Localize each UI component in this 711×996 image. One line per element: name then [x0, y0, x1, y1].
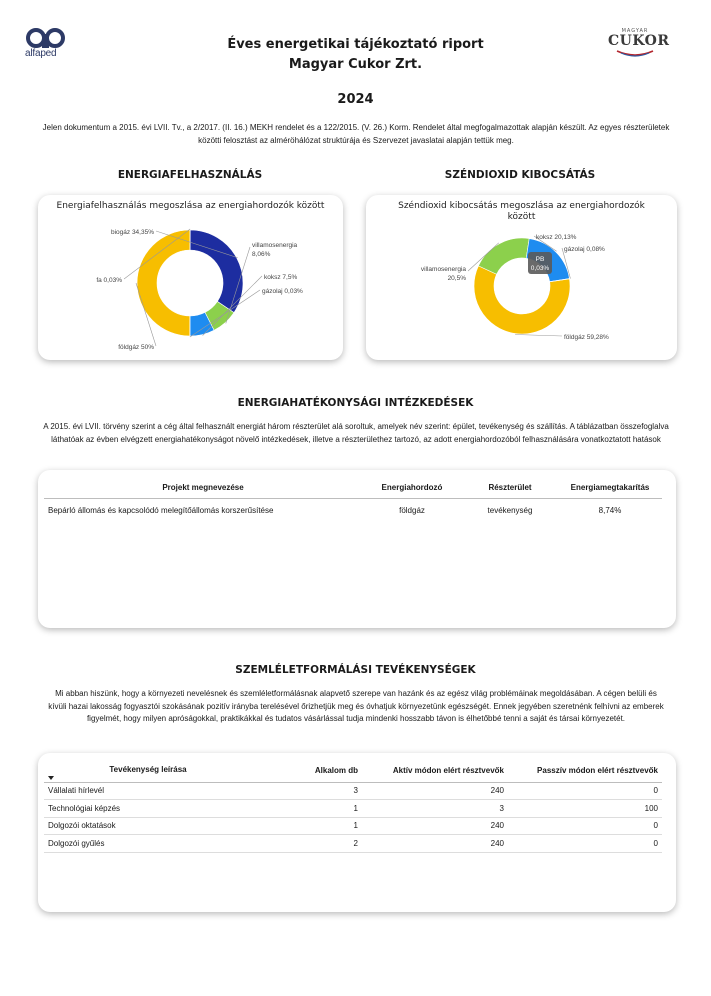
- awareness-table: [44, 760, 662, 853]
- efficiency-table-header: [44, 478, 662, 498]
- slice-label: villamosenergia: [420, 266, 466, 273]
- table-row: [44, 800, 662, 818]
- awareness-heading: SZEMLÉLETFORMÁLÁSI TEVÉKENYSÉGEK: [235, 664, 476, 676]
- slice-label: 8,06%: [252, 251, 271, 258]
- col-subarea[interactable]: Részterület: [462, 478, 558, 498]
- col-active-participants[interactable]: Aktív módon elért résztvevők: [362, 760, 508, 782]
- report-title: Éves energetikai tájékoztató riport: [227, 37, 484, 52]
- sort-down-icon[interactable]: [48, 776, 54, 780]
- pie-slice[interactable]: [137, 230, 190, 336]
- occasions-cell: 1: [272, 817, 362, 835]
- col-project[interactable]: Projekt megnevezése: [44, 478, 362, 498]
- co2-donut-chart: [366, 195, 677, 360]
- col-activity-label: Tevékenység leírása: [109, 764, 187, 774]
- table-row: [44, 817, 662, 835]
- slice-label: földgáz 59,28%: [564, 334, 609, 341]
- col-activity[interactable]: [44, 760, 272, 782]
- slice-label: koksz 20,13%: [536, 234, 577, 241]
- active-cell: 240: [362, 817, 508, 835]
- slice-label: 20,5%: [447, 275, 466, 282]
- logo-small-text: MAGYAR: [621, 28, 649, 34]
- energy-carrier-cell: földgáz: [399, 505, 425, 515]
- table-row: [44, 835, 662, 853]
- slice-label: fa 0,03%: [96, 277, 122, 284]
- energy-donut-chart: [38, 195, 343, 360]
- passive-cell: 0: [508, 782, 662, 800]
- slice-label: gázolaj 0,03%: [262, 288, 303, 295]
- project-name-cell: Bepárló állomás és kapcsolódó melegítőállomás korszerűsítése: [48, 505, 274, 515]
- chart-tooltip: [528, 252, 552, 274]
- col-savings[interactable]: Energiamegtakarítás: [558, 478, 662, 498]
- awareness-table-header: [44, 760, 662, 782]
- active-cell: 240: [362, 782, 508, 800]
- savings-cell: 8,74%: [598, 505, 622, 515]
- passive-cell: 0: [508, 835, 662, 853]
- active-cell: 240: [362, 835, 508, 853]
- report-year: 2024: [337, 92, 374, 107]
- energy-heading: ENERGIAFELHASZNÁLÁS: [117, 169, 263, 181]
- energy-chart-card: [38, 195, 343, 360]
- subarea-cell: tevékenység: [487, 505, 533, 515]
- intro-text: Jelen dokumentum a 2015. évi LVII. Tv., a 2/2017. (II. 16.) MEKH rendelet és a 122/2015. (V. 26.) Korm. Rendelet által megfogalmazottak alapján készült. Az egyes részterületek közötti felosztást az alméröhálózat struktúrája és Szervezet javaslatai alapján tettük meg.: [42, 123, 670, 145]
- energy-chart-title: Energiafelhasználás megoszlása az energiahordozók között: [56, 201, 325, 211]
- occasions-cell: 2: [272, 835, 362, 853]
- co2-heading: SZÉNDIOXID KIBOCSÁTÁS: [444, 169, 596, 181]
- awareness-paragraph: Mi abban hiszünk, hogy a környezeti nevelésnek és szemléletformálásnak alapvető szerepe van hazánk és az egész világ problémáinak megoldásában. A cégen belüli és kívüli hazai lakosság fogyasztói szokásának pozitív irányba terelésével őrizhetjük meg és óvhatjuk környezetünk egészségét. Ennek jegyében szeretnénk felhívni az emberek figyelmét, hogy milyen apróságokkal, praktikákkal és tudatos vásárlással tudja mindenki hosszabb távon is élhetőbbé tenni a saját és társai környezetét.: [48, 689, 664, 723]
- co2-chart-title: Széndioxid kibocsátás megoszlása az energiahordozók között: [398, 201, 645, 222]
- occasions-cell: 1: [272, 800, 362, 818]
- efficiency-table: [44, 478, 662, 522]
- col-occasions[interactable]: Alkalom db: [272, 760, 362, 782]
- slice-label: koksz 7,5%: [264, 274, 298, 281]
- occasions-cell: 3: [272, 782, 362, 800]
- alfaped-logo-text: alfaped: [25, 48, 57, 59]
- label-leader-line: [515, 335, 562, 336]
- slice-label: gázolaj 0,08%: [564, 246, 605, 253]
- tooltip-name: PB: [535, 256, 545, 263]
- slice-label: földgáz 50%: [118, 344, 154, 351]
- passive-cell: 0: [508, 817, 662, 835]
- activity-cell: Dolgozói gyűlés: [44, 835, 272, 853]
- company-name: Magyar Cukor Zrt.: [288, 57, 423, 72]
- pie-slice[interactable]: [478, 238, 529, 274]
- col-energy-carrier[interactable]: Energiahordozó: [362, 478, 462, 498]
- efficiency-heading: ENERGIAHATÉKONYSÁGI INTÉZKEDÉSEK: [237, 397, 474, 409]
- table-row: [44, 782, 662, 800]
- efficiency-paragraph: A 2015. évi LVII. törvény szerint a cég által felhasznált energiát három részterület alá soroltuk, amelyek név szerint: épület, tevékenység és szállítás. A táblázatban összefoglalva láthatóak az évben elvégzett energiahatékonyságot növelő intézkedések, illetve a részterülethez tartozó, az adott energiahordozóból felhasználására vonatkoztatott hatások: [43, 422, 669, 444]
- activity-cell: Dolgozói oktatások: [44, 817, 272, 835]
- table-row: [44, 498, 662, 522]
- slice-label: biogáz 34,35%: [110, 229, 154, 236]
- active-cell: 3: [362, 800, 508, 818]
- activity-cell: Vállalati hírlevél: [44, 782, 272, 800]
- slice-label: villamosenergia: [252, 242, 298, 249]
- passive-cell: 100: [508, 800, 662, 818]
- col-passive-participants[interactable]: Passzív módon elért résztvevők: [508, 760, 662, 782]
- activity-cell: Technológiai képzés: [44, 800, 272, 818]
- co2-chart-card: [366, 195, 677, 360]
- tooltip-value: 0,03%: [530, 265, 550, 272]
- pie-slice[interactable]: [190, 230, 243, 313]
- logo-big-text: CUKOR: [608, 33, 670, 49]
